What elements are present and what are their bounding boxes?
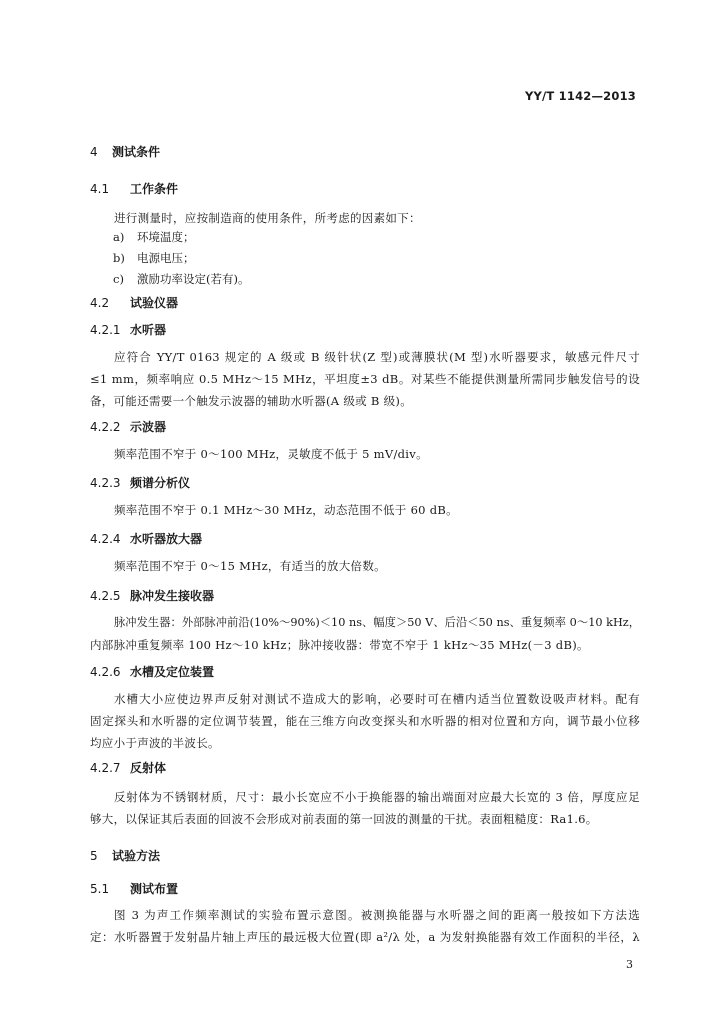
section-number: 4.2.7 xyxy=(90,761,121,775)
paragraph-4-2-1 xyxy=(90,346,640,412)
list-item xyxy=(113,271,249,287)
text-line: 进行测量时，应按制造商的使用条件，所考虑的因素如下： xyxy=(114,211,421,225)
list-marker: c) xyxy=(113,272,124,286)
list-item xyxy=(113,250,195,266)
paragraph-5-1 xyxy=(90,904,640,948)
text-line: 备，可能还需要一个触发示波器的辅助水听器(A 级或 B 级)。 xyxy=(90,394,412,408)
text-line: 反射体为不锈钢材质，尺寸：最小长宽应不小于换能器的输出端面对应最大长宽的 3 倍，厚度应足 xyxy=(114,790,640,804)
section-heading-4-2-2 xyxy=(90,418,166,435)
section-number: 4.2.1 xyxy=(90,323,121,337)
text-line: ≤1 mm，频率响应 0.5 MHz～15 MHz，平坦度±3 dB。对某些不能提供测量所需同步触发信号的设 xyxy=(90,372,640,386)
paragraph-4-1 xyxy=(90,207,640,229)
section-title: 频谱分析仪 xyxy=(130,476,191,490)
section-title: 试验仪器 xyxy=(130,296,179,310)
section-number: 4.1 xyxy=(90,182,110,196)
text-line: 均应小于声波的半波长。 xyxy=(90,736,220,750)
list-marker: a) xyxy=(113,230,125,244)
standard-code: YY/T 1142—2013 xyxy=(524,89,636,103)
section-heading-4 xyxy=(90,143,160,160)
section-number: 5 xyxy=(90,849,98,863)
section-title: 示波器 xyxy=(130,420,167,434)
text-line: 够大，以保证其后表面的回波不会形成对前表面的第一回波的测量的干扰。表面粗糙度：Ra1.6。 xyxy=(90,812,598,826)
section-number: 4.2.3 xyxy=(90,476,121,490)
section-title: 测试条件 xyxy=(112,145,161,159)
section-number: 4.2.2 xyxy=(90,420,121,434)
text-line: 频率范围不窄于 0～15 MHz，有适当的放大倍数。 xyxy=(114,559,386,573)
list-text: 激励功率设定(若有)。 xyxy=(137,272,250,286)
paragraph-4-2-2 xyxy=(90,443,640,465)
section-number: 4.2 xyxy=(90,296,110,310)
section-number: 4.2.6 xyxy=(90,665,121,679)
section-heading-4-2 xyxy=(90,294,178,311)
section-heading-4-2-1 xyxy=(90,321,166,338)
section-number: 4.2.4 xyxy=(90,532,121,546)
paragraph-4-2-5 xyxy=(90,612,640,656)
section-title: 水听器放大器 xyxy=(130,532,203,546)
paragraph-4-2-3 xyxy=(90,499,640,521)
section-title: 水听器 xyxy=(130,323,167,337)
section-heading-4-2-7 xyxy=(90,759,166,776)
text-line: 固定探头和水听器的定位调节装置，能在三维方向改变探头和水听器的相对位置和方向，调节最小位移 xyxy=(90,714,640,728)
text-line: 应符合 YY/T 0163 规定的 A 级或 B 级针状(Z 型)或薄膜状(M 型)水听器要求，敏感元件尺寸 xyxy=(114,350,640,364)
paragraph-4-2-4 xyxy=(90,555,640,577)
section-number: 4 xyxy=(90,145,98,159)
page-number: 3 xyxy=(626,958,633,971)
section-heading-4-1 xyxy=(90,180,178,197)
section-heading-4-2-5 xyxy=(90,587,214,604)
list-item xyxy=(113,229,195,245)
text-line: 内部脉冲重复频率 100 Hz～10 kHz；脉冲接收器：带宽不窄于 1 kHz～35 MHz(－3 dB)。 xyxy=(90,638,589,652)
text-line: 定：水听器置于发射晶片轴上声压的最远极大位置(即 a²/λ 处，a 为发射换能器有效工作面积的半径，λ xyxy=(90,930,640,944)
text-line: 脉冲发生器：外部脉冲前沿(10%～90%)＜10 ns、幅度＞50 V、后沿＜50 ns、重复频率 0～10 kHz， xyxy=(114,616,640,629)
section-title: 脉冲发生接收器 xyxy=(130,589,215,603)
list-text: 电源电压； xyxy=(137,251,195,265)
text-line: 水槽大小应使边界声反射对测试不造成大的影响，必要时可在槽内适当位置数设吸声材料。配有 xyxy=(114,692,640,706)
section-title: 反射体 xyxy=(130,761,167,775)
section-title: 水槽及定位装置 xyxy=(130,665,215,679)
list-text: 环境温度； xyxy=(137,230,195,244)
paragraph-4-2-6 xyxy=(90,688,640,754)
text-line: 图 3 为声工作频率测试的实验布置示意图。被测换能器与水听器之间的距离一般按如下方法选 xyxy=(114,908,640,922)
section-number: 5.1 xyxy=(90,882,110,896)
paragraph-4-2-7 xyxy=(90,786,640,830)
text-line: 频率范围不窄于 0～100 MHz，灵敏度不低于 5 mV/div。 xyxy=(114,447,428,461)
list-marker: b) xyxy=(113,251,125,265)
section-heading-5 xyxy=(90,847,160,864)
section-title: 试验方法 xyxy=(112,849,161,863)
section-heading-4-2-6 xyxy=(90,663,214,680)
section-title: 工作条件 xyxy=(130,182,179,196)
text-line: 频率范围不窄于 0.1 MHz～30 MHz，动态范围不低于 60 dB。 xyxy=(114,503,458,517)
section-heading-4-2-3 xyxy=(90,474,190,491)
section-title: 测试布置 xyxy=(130,882,179,896)
section-heading-4-2-4 xyxy=(90,530,202,547)
section-number: 4.2.5 xyxy=(90,589,121,603)
section-heading-5-1 xyxy=(90,880,178,897)
